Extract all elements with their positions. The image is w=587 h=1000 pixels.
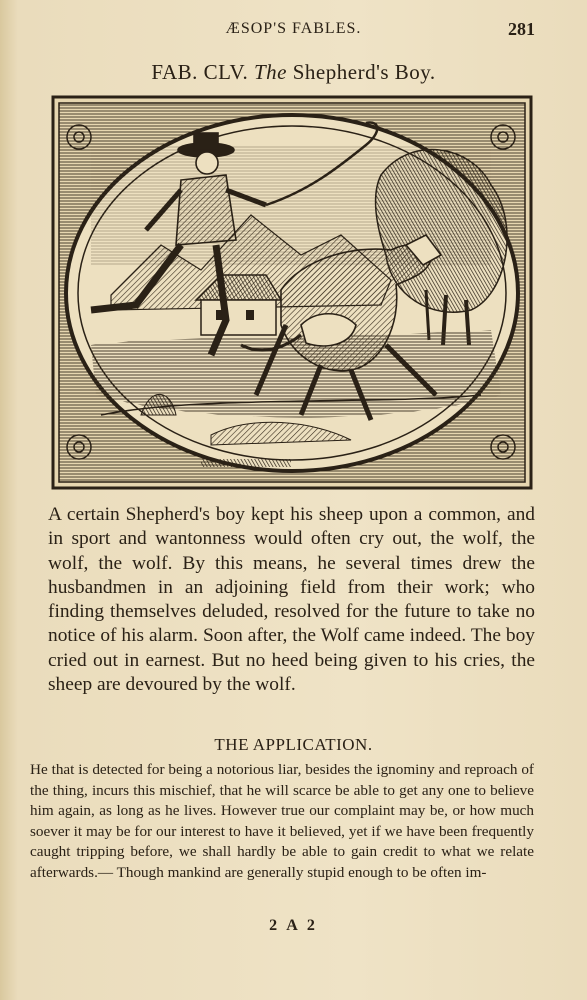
fable-text: A certain Shepherd's boy kept his sheep upon a common, and in sport and wantonness would often cry out, the wolf, the wolf, the wolf. By this means, he several times drew the husbandmen in an adjoining field from their work; who finding themselves deluded, resolved for the future to take no notice of his alarm. Soon after, the Wolf came indeed. The boy cried out in earnest. But no heed being given to his cries, the sheep are devoured by the wolf. (48, 504, 535, 696)
page-number: 281 (508, 19, 535, 39)
woodcut-illustration (51, 95, 533, 490)
application-text: He that is detected for being a notorious liar, besides the ignominy and reproach of the thing, incurs this mischief, that he will scarce be able to get any one to believe him again, as long as he lives. However true our complaint may be, or how much soever it may be for our interest to have it believed, yet if we have been frequently caught tripping before, we shall hardly be able to gain credit to what we relate afterwards.— Though mankind are generally stupid enough to be often im- (30, 761, 534, 881)
fable-title (0, 60, 587, 85)
engraver-mark (201, 459, 291, 467)
signature-mark: 2 A 2 (269, 917, 318, 934)
application-heading: THE APPLICATION. (214, 735, 373, 754)
running-title: ÆSOP'S FABLES. (225, 20, 362, 37)
fable-title-rest: Shepherd's Boy. (287, 60, 436, 84)
woodcut-svg (51, 95, 533, 490)
fable-title-italic: The (254, 60, 287, 84)
running-head (0, 20, 587, 44)
fable-number: FAB. CLV. (151, 60, 249, 84)
